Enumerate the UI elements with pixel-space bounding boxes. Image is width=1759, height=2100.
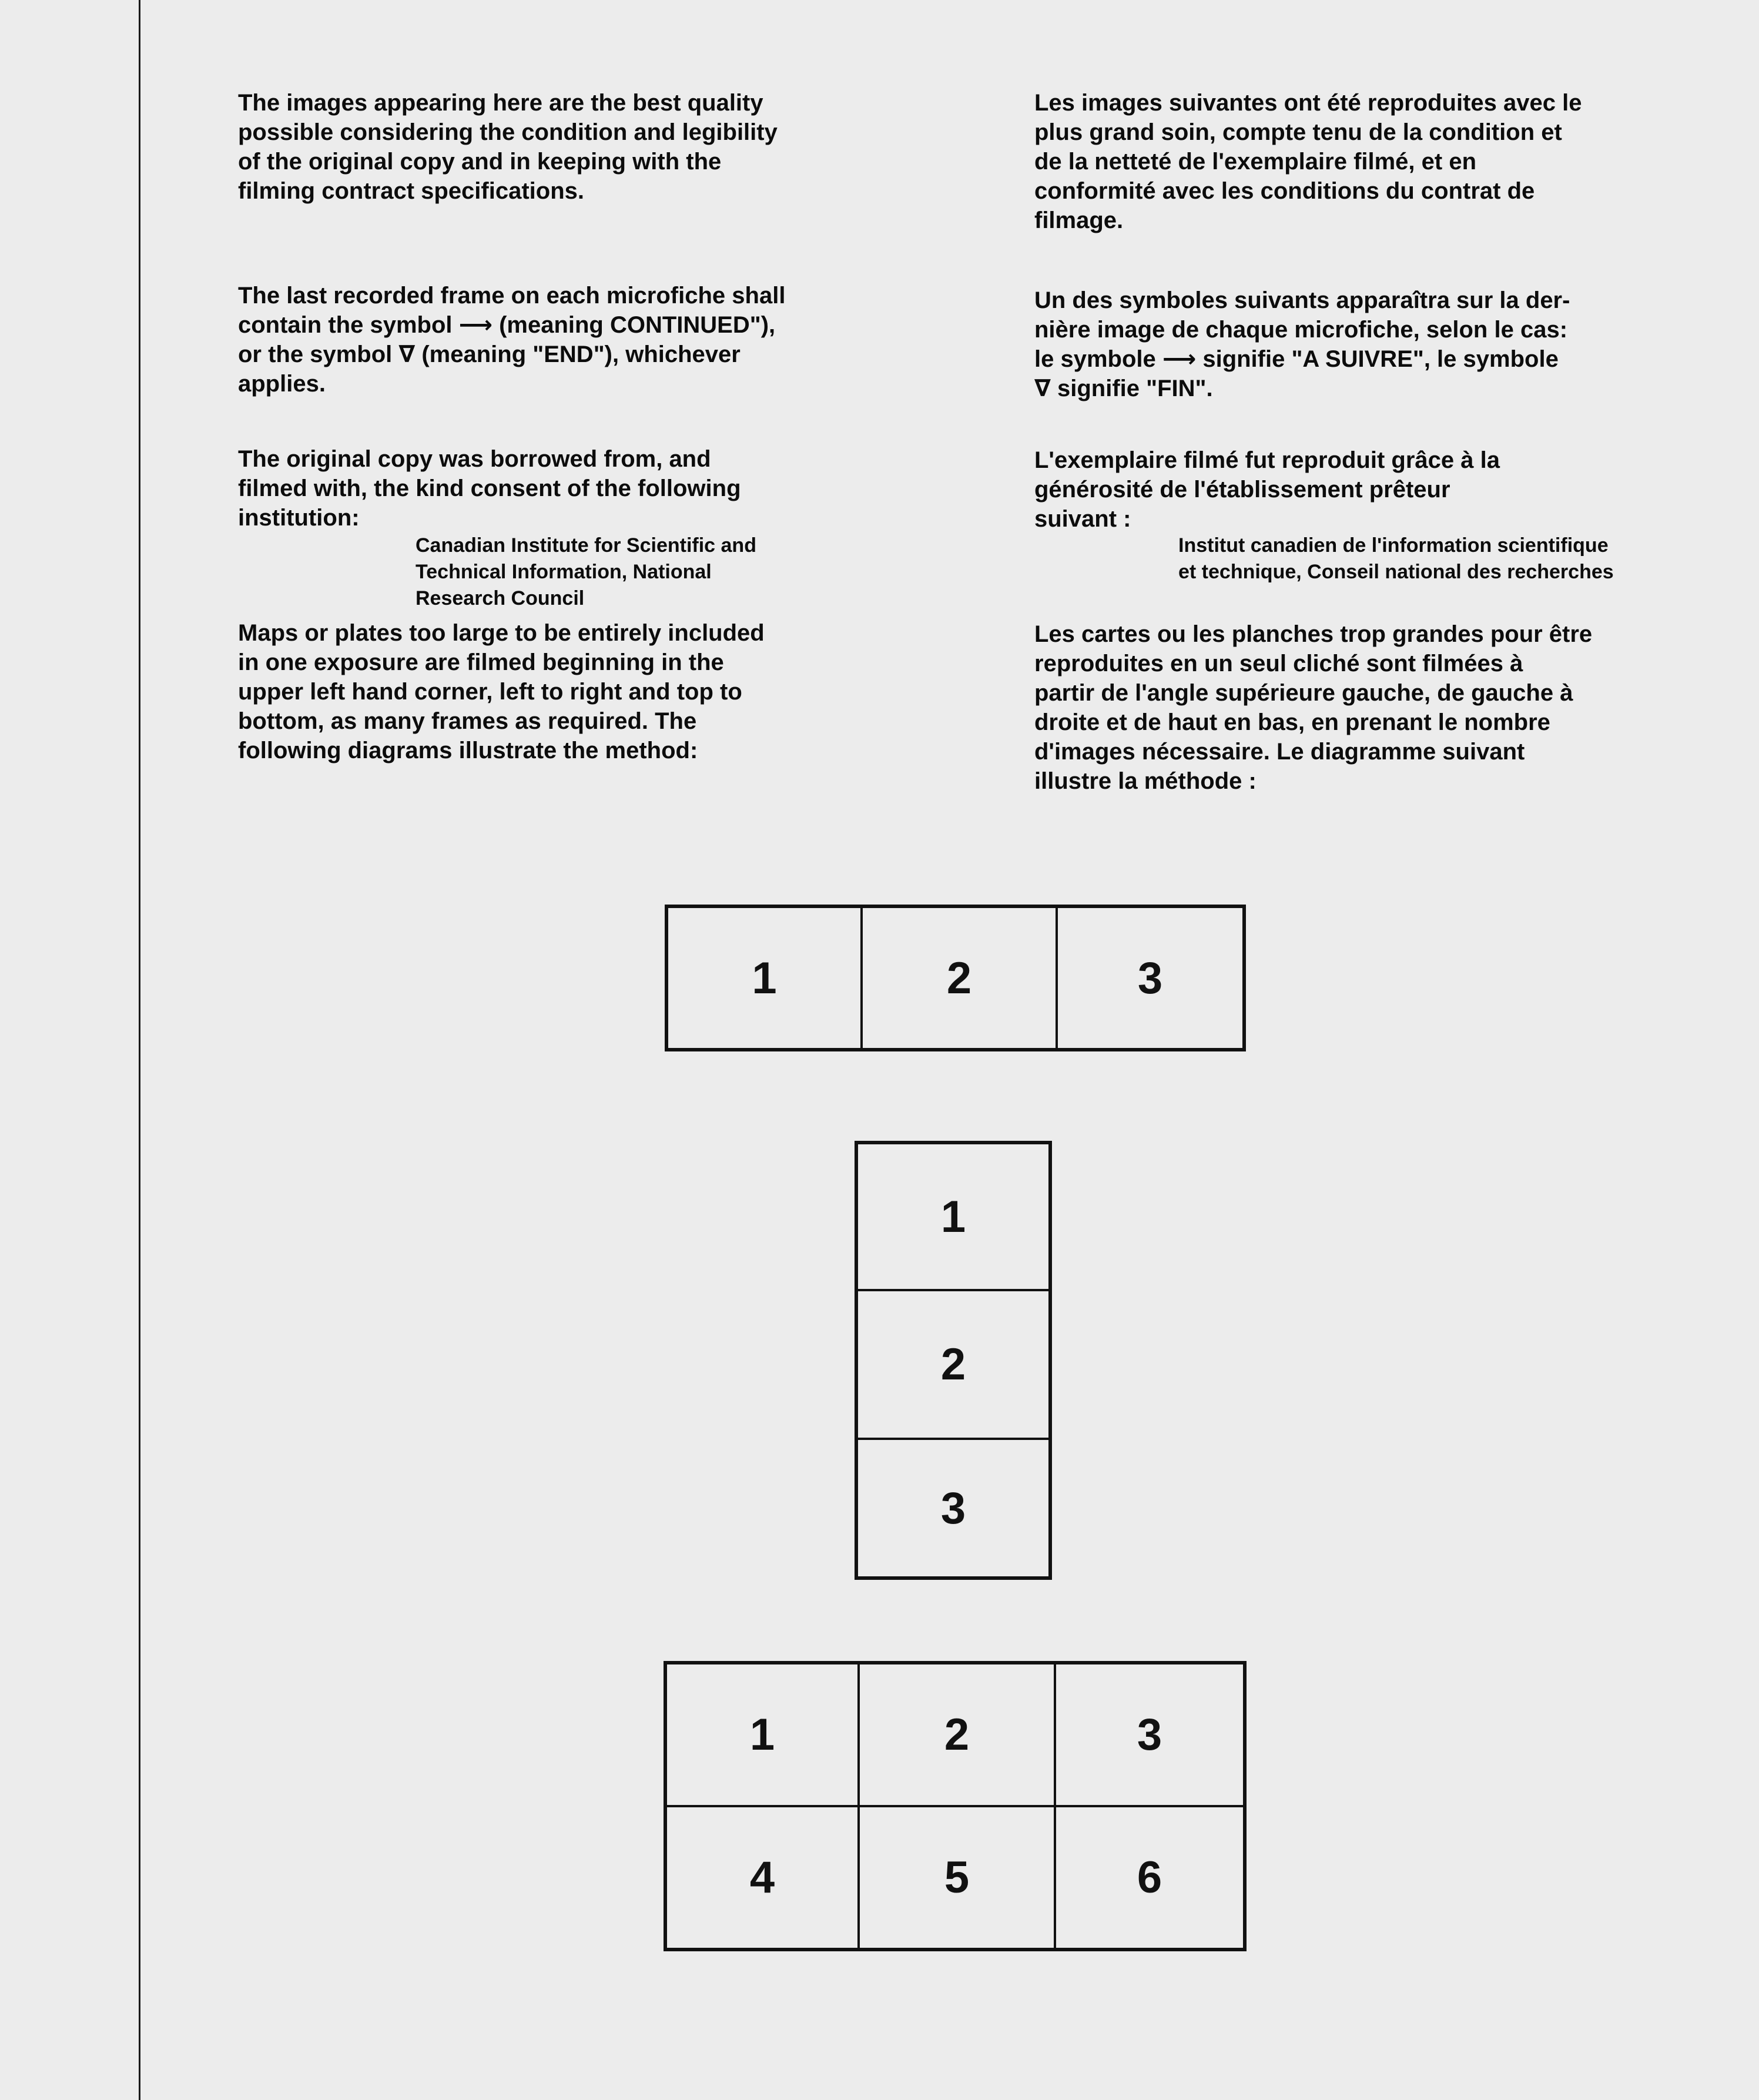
french-quality-paragraph: Les images suivantes ont été reproduites avec le plus grand soin, compte tenu de la condition et de la netteté de l'exemplaire filmé, et en conformité avec les conditions du contrat de filmage. — [1034, 90, 1582, 233]
frame-cell: 6 — [1137, 1853, 1162, 1903]
english-maps-paragraph: Maps or plates too large to be entirely included in one exposure are filmed beginning in the upper left hand corner, left to right and top to bottom, as many frames as required. The following diagrams illustrate the method: — [238, 620, 765, 763]
diagram-grid-six — [664, 1661, 1247, 1951]
english-quality-paragraph: The images appearing here are the best quality possible considering the condition and legibility of the original copy and in keeping with the filming contract specifications. — [238, 90, 778, 204]
frame-cell: 4 — [667, 1807, 860, 1948]
french-original-paragraph: L'exemplaire filmé fut reproduit grâce à la générosité de l'établissement prêteur suivant : — [1034, 447, 1500, 532]
english-original-paragraph: The original copy was borrowed from, and filmed with, the kind consent of the following institution: — [238, 446, 741, 531]
frame-cell: 3 — [1056, 1664, 1243, 1807]
frame-cell: 2 — [860, 908, 1056, 1048]
english-institution-name: Canadian Institute for Scientific and Technical Information, National Research Council — [416, 534, 756, 609]
french-maps-paragraph: Les cartes ou les planches trop grandes pour être reproduites en un seul cliché sont filmées à partir de l'angle supérieure gauche, de gauche à droite et de haut en bas, en prenant le nombre d'images nécessaire. Le diagramme suivant illustre la méthode : — [1034, 621, 1593, 794]
page-margin-line — [139, 0, 140, 2100]
frame-cell: 1 — [940, 1191, 966, 1242]
frame-cell: 1 — [667, 1664, 860, 1807]
diagram-row-three — [665, 905, 1246, 1051]
frame-cell: 2 — [858, 1289, 1048, 1438]
english-symbols-paragraph: The last recorded frame on each microfiche shall contain the symbol ⟶ (meaning CONTINUED"), or the symbol ∇ (meaning "END"), whichever applies. — [238, 283, 786, 397]
frame-cell: 1 — [752, 953, 777, 1003]
frame-cell: 3 — [1056, 908, 1242, 1048]
frame-cell: 5 — [860, 1807, 1056, 1948]
diagram-column-three — [855, 1141, 1052, 1580]
french-symbols-paragraph: Un des symboles suivants apparaîtra sur la der- nière image de chaque microfiche, selon le cas: le symbole ⟶ signifie "A SUIVRE", le symbole ∇ signifie "FIN". — [1034, 287, 1570, 401]
frame-cell: 3 — [858, 1438, 1048, 1576]
frame-cell: 2 — [860, 1664, 1056, 1807]
french-institution-name: Institut canadien de l'information scientifique et technique, Conseil national des recherches — [1178, 534, 1614, 583]
